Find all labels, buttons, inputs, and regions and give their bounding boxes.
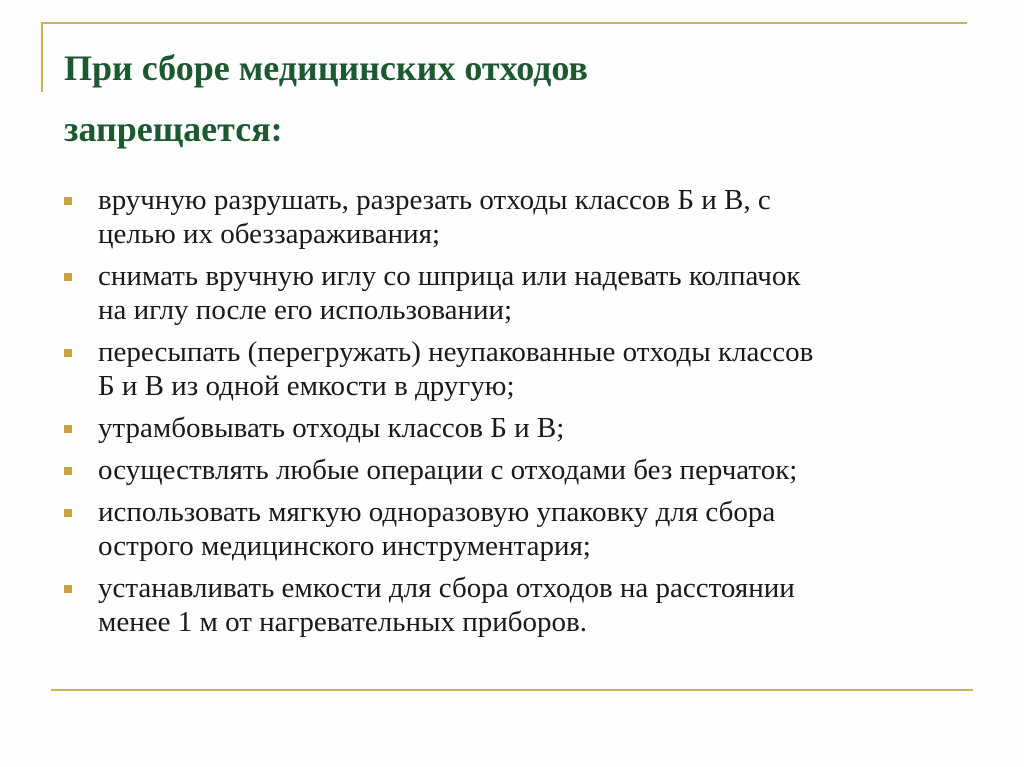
slide-title-line: запрещается:	[64, 109, 283, 149]
bottom-rule	[51, 689, 973, 691]
list-item	[64, 571, 964, 639]
square-bullet-icon	[64, 509, 72, 517]
square-bullet-icon	[64, 585, 72, 593]
list-item-line: устанавливать емкости для сбора отходов на расстоянии	[98, 572, 795, 604]
list-item	[64, 411, 964, 445]
list-item	[64, 259, 964, 327]
list-item-line: менее 1 м от нагревательных приборов.	[98, 606, 587, 638]
list-item-line: Б и В из одной емкости в другую;	[98, 370, 515, 402]
list-item-line: вручную разрушать, разрезать отходы классов Б и В, с	[98, 184, 771, 216]
prohibition-list	[64, 183, 964, 647]
list-item-line: на иглу после его использовании;	[98, 294, 513, 326]
left-rule	[41, 22, 43, 92]
list-item-line: использовать мягкую одноразовую упаковку для сбора	[98, 496, 776, 528]
list-item	[64, 453, 964, 487]
slide-title-line: При сборе медицинских отходов	[64, 48, 588, 88]
square-bullet-icon	[64, 425, 72, 433]
list-item-line: острого медицинского инструментария;	[98, 530, 591, 562]
square-bullet-icon	[64, 273, 72, 281]
list-item	[64, 335, 964, 403]
list-item-line: целью их обеззараживания;	[98, 218, 441, 250]
list-item	[64, 495, 964, 563]
list-item-line: утрамбовывать отходы классов Б и В;	[98, 412, 565, 444]
list-item-line: пересыпать (перегружать) неупакованные отходы классов	[98, 336, 814, 368]
list-item-line: снимать вручную иглу со шприца или надевать колпачок	[98, 260, 801, 292]
top-rule	[41, 22, 967, 24]
list-item	[64, 183, 964, 251]
square-bullet-icon	[64, 467, 72, 475]
list-item-line: осуществлять любые операции с отходами без перчаток;	[98, 454, 798, 486]
square-bullet-icon	[64, 197, 72, 205]
square-bullet-icon	[64, 349, 72, 357]
slide-title	[64, 38, 944, 160]
